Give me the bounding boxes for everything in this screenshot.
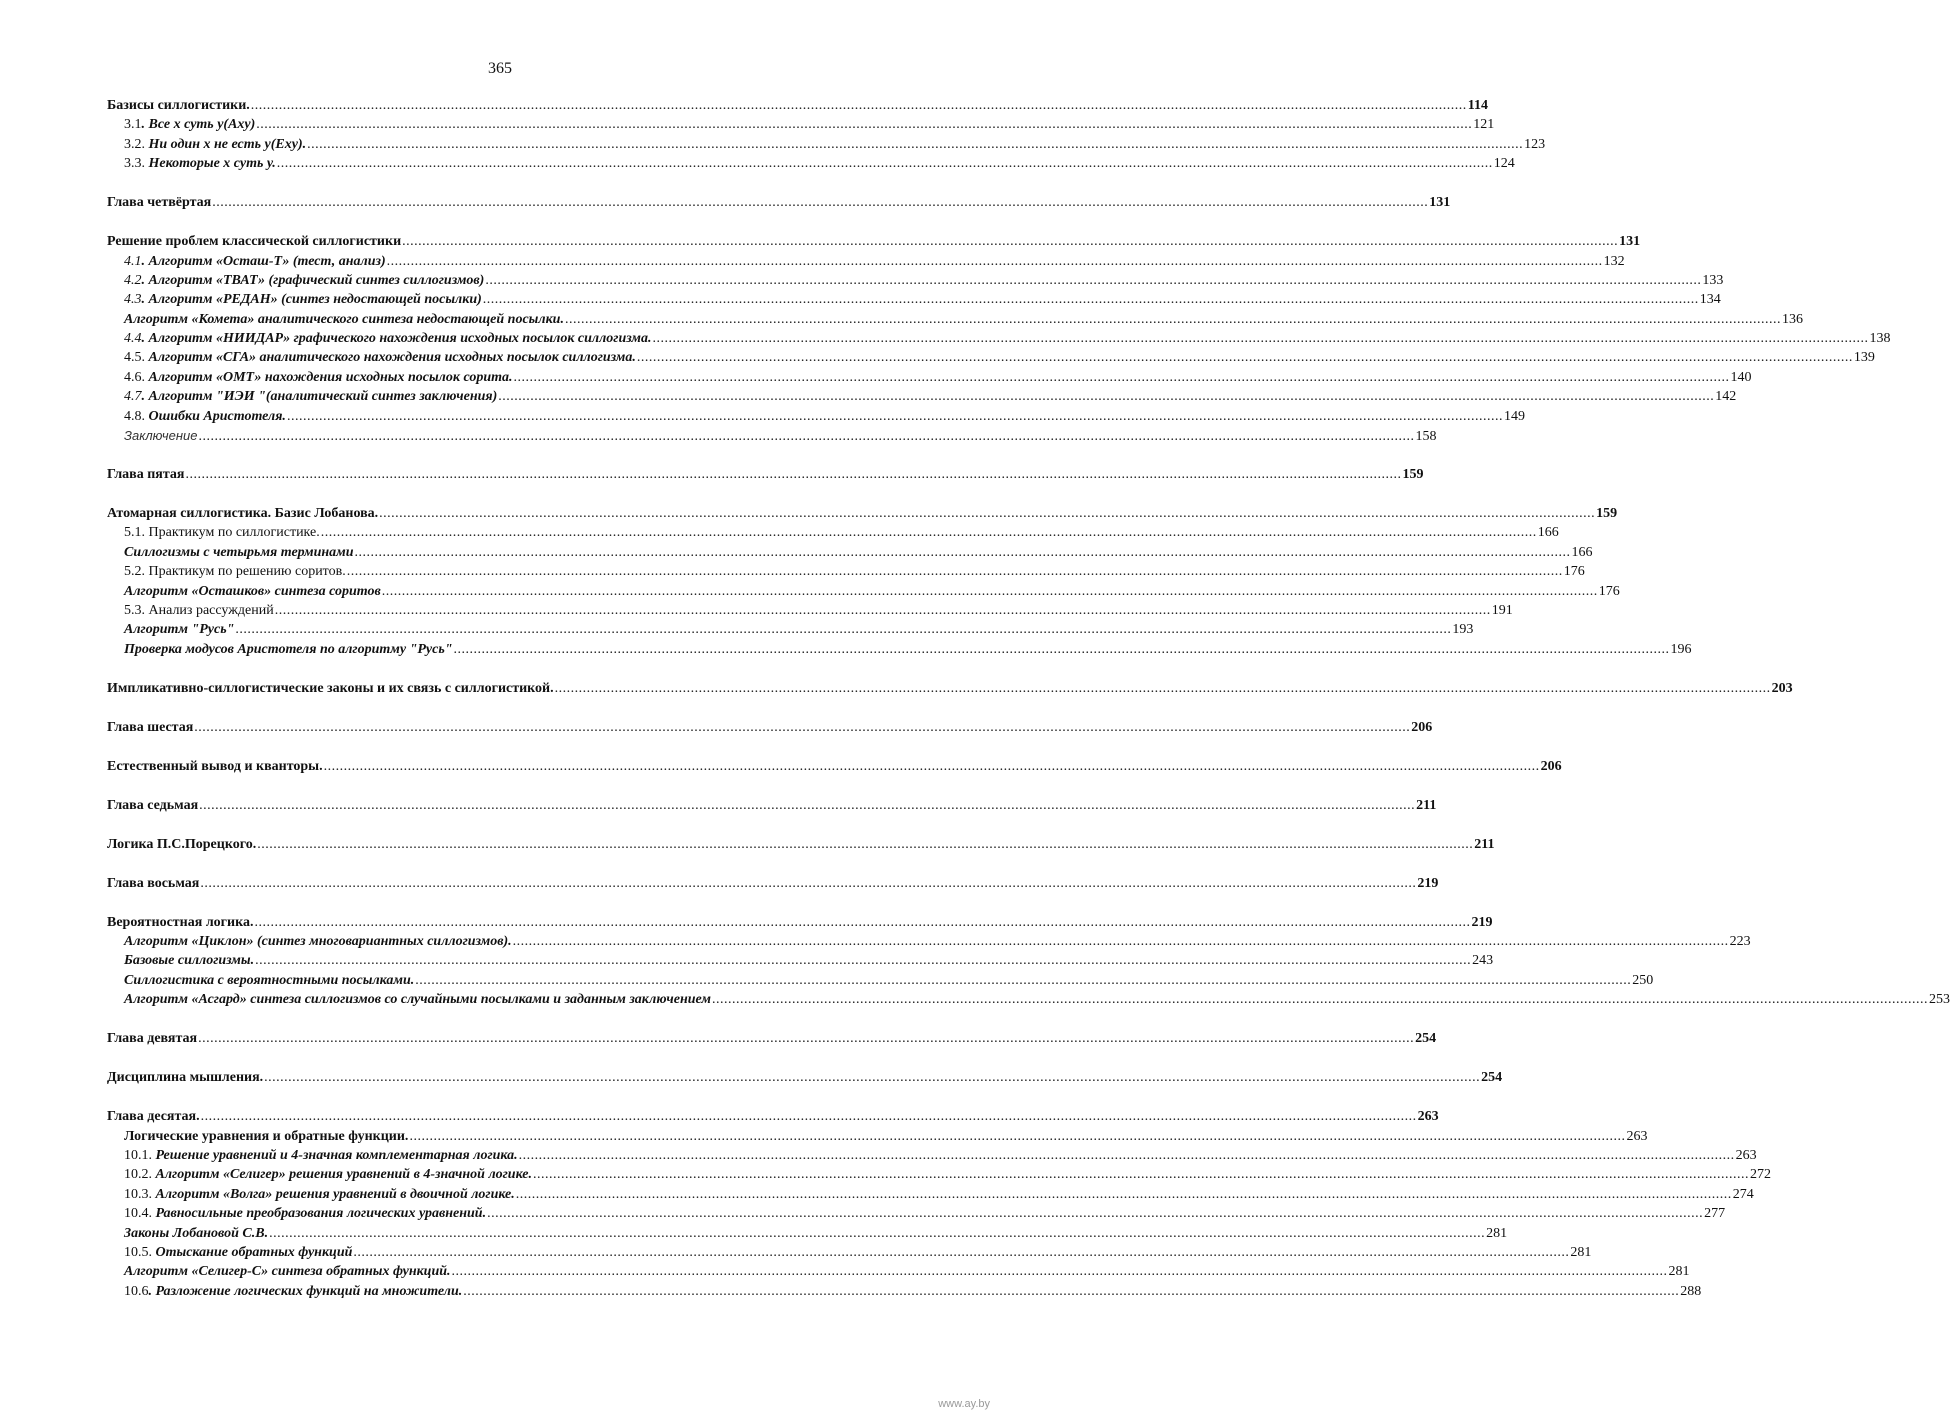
toc-entry-text: Ни один х не есть у(Еху).: [148, 136, 307, 152]
toc-entry-text: Алгоритм «Комета» аналитического синтеза недостающей посылки.: [124, 311, 564, 327]
toc-page-number: 176: [1598, 583, 1620, 599]
toc-entry[interactable]: [107, 932, 1751, 951]
toc-page-number: 191: [1491, 602, 1513, 618]
toc-entry[interactable]: [107, 1243, 1592, 1262]
toc-entry-text: Алгоритм «Селигер-С» синтеза обратных функций.: [124, 1264, 451, 1280]
dot-leader: [485, 271, 1701, 290]
toc-entry-number: 10.6: [124, 1283, 149, 1299]
toc-spacer: [107, 815, 890, 835]
toc-entry-title: [124, 1224, 268, 1243]
dot-leader: [235, 620, 1451, 639]
dot-leader: [201, 1107, 1417, 1126]
toc-entry[interactable]: [107, 1185, 1754, 1204]
toc-entry-text: Силлогистика с вероятностными посылками.: [124, 972, 415, 988]
toc-page-number: 166: [1537, 525, 1559, 541]
toc-spacer: [107, 1049, 890, 1069]
toc-entry[interactable]: [107, 1165, 1771, 1184]
toc-page-number: 131: [1429, 195, 1451, 211]
toc-entry-title: [124, 387, 497, 406]
toc-entry-text: 5.1. Практикум по силлогистике.: [124, 525, 320, 541]
toc-heading-entry[interactable]: [107, 679, 1793, 698]
page-number: 365: [488, 60, 512, 77]
dot-leader: [513, 932, 1729, 951]
toc-entry-text: . Алгоритм «ТВАТ» (графический синтез силлогизмов): [141, 272, 485, 288]
toc-entry-title: [124, 368, 513, 387]
toc-entry-title: [124, 115, 255, 134]
toc-page-number: 134: [1699, 292, 1721, 308]
toc-page-number: 281: [1570, 1244, 1592, 1260]
toc-entry-title: [124, 426, 197, 445]
toc-page-number: 149: [1503, 408, 1525, 424]
toc-page-number: 166: [1571, 544, 1593, 560]
dot-leader: [516, 1185, 1732, 1204]
toc-entry-text: . Все х суть у(Аху): [141, 117, 256, 133]
toc-entry-title: [107, 1029, 197, 1048]
dot-leader: [483, 290, 1699, 309]
toc-heading-entry[interactable]: [107, 1107, 1439, 1126]
toc-spacer: [107, 893, 890, 913]
toc-entry-text: Алгоритм "Русь": [124, 622, 235, 638]
toc-spacer: [107, 737, 890, 757]
toc-entry-text: Алгоритм «Осташков» синтеза соритов: [124, 583, 381, 599]
dot-leader: [257, 835, 1473, 854]
toc-entry-text: Дисциплина мышления.: [107, 1070, 264, 1086]
dot-leader: [565, 310, 1781, 329]
dot-leader: [555, 679, 1771, 698]
toc-entry-text: Глава шестая: [107, 719, 194, 735]
toc-entry-number: 3.1: [124, 117, 142, 133]
toc-entry-text: . Алгоритм "ИЭИ "(аналитический синтез заключения): [141, 389, 498, 405]
dot-leader: [454, 640, 1670, 659]
toc-page-number: 139: [1853, 350, 1875, 366]
toc-entry-text: Глава восьмая: [107, 875, 200, 891]
toc-entry-title: [107, 757, 323, 776]
toc-page-number: 219: [1417, 875, 1439, 891]
toc-entry-text: . Алгоритм «НИИДАР» графического нахождения исходных посылок силлогизма.: [141, 331, 652, 347]
toc-entry-title: [124, 1262, 451, 1281]
toc-entry-title: [124, 252, 386, 271]
toc-entry-title: [124, 154, 276, 173]
toc-entry-number: 10.4.: [124, 1206, 156, 1222]
toc-entry[interactable]: [107, 1204, 1726, 1223]
toc-entry-text: Естественный вывод и кванторы.: [107, 758, 323, 774]
dot-leader: [712, 990, 1928, 1009]
toc-entry-text: Глава четвёртая: [107, 195, 212, 211]
toc-page-number: 114: [1467, 98, 1489, 113]
toc-entry[interactable]: [107, 135, 1546, 154]
toc-entry-text: Логические уравнения и обратные функции.: [124, 1128, 409, 1144]
toc-entry-number: 10.2.: [124, 1167, 156, 1183]
toc-entry-text: Ошибки Аристотеля.: [148, 408, 286, 424]
toc-entry-text: Решение проблем классической силлогистики: [107, 234, 402, 250]
toc-heading-entry[interactable]: [107, 465, 1424, 484]
toc-entry[interactable]: [107, 601, 1513, 620]
toc-entry[interactable]: [107, 1224, 1508, 1243]
toc-page-number: 223: [1729, 934, 1751, 950]
toc-entry-text: Глава пятая: [107, 467, 185, 483]
toc-entry-title: [124, 1185, 515, 1204]
toc-entry[interactable]: [107, 1262, 1690, 1281]
toc-entry-title: [107, 913, 253, 932]
toc-entry-text: Импликативно-силлогистические законы и их связь с силлогистикой.: [107, 680, 554, 696]
dot-leader: [514, 368, 1730, 387]
dot-leader: [321, 523, 1537, 542]
toc-entry-title: [124, 543, 354, 562]
toc-entry-text: Алгоритм «Волга» решения уравнений в двоичной логике.: [155, 1186, 515, 1202]
toc-entry-text: . Алгоритм «Осташ-Т» (тест, анализ): [141, 253, 386, 269]
dot-leader: [254, 913, 1470, 932]
toc-page-number: 281: [1668, 1264, 1690, 1280]
toc-entry-title: [124, 1282, 462, 1301]
toc-page-number: 136: [1781, 311, 1803, 327]
toc-page-number: 211: [1416, 797, 1437, 813]
dot-leader: [347, 562, 1563, 581]
dot-leader: [355, 543, 1571, 562]
dot-leader: [287, 407, 1503, 426]
toc-page-number: 274: [1732, 1186, 1754, 1202]
dot-leader: [382, 582, 1598, 601]
toc-heading-entry[interactable]: [107, 504, 1618, 523]
toc-page-number: 254: [1481, 1070, 1503, 1086]
toc-entry-number: 4.7: [124, 389, 142, 405]
toc-page-number: 132: [1603, 253, 1625, 269]
toc-entry-text: Решение уравнений и 4-значная комплементарная логика.: [155, 1147, 518, 1163]
toc-entry[interactable]: [107, 154, 1515, 173]
toc-entry-number: 10.3.: [124, 1186, 156, 1202]
toc-entry-number: 4.8.: [124, 408, 149, 424]
toc-entry-title: [124, 290, 482, 309]
dot-leader: [269, 1224, 1485, 1243]
toc-spacer: [107, 484, 890, 504]
toc-entry[interactable]: [107, 252, 1625, 271]
toc-entry[interactable]: [107, 329, 1891, 348]
toc-entry[interactable]: [107, 310, 1803, 329]
dot-leader: [275, 601, 1491, 620]
toc-heading-entry[interactable]: [107, 874, 1439, 893]
dot-leader: [652, 329, 1868, 348]
toc-entry-title: [124, 1165, 532, 1184]
toc-entry-number: 4.1: [124, 253, 142, 269]
toc-spacer: [107, 1088, 890, 1108]
toc-page-number: 131: [1619, 234, 1641, 250]
toc-entry-title: [124, 523, 320, 542]
toc-entry-title: [124, 310, 564, 329]
toc-page-number: 138: [1869, 331, 1891, 347]
toc-entry-text: Алгоритм «ОМТ» нахождения исходных посылок сорита.: [148, 369, 513, 385]
toc-spacer: [107, 213, 890, 233]
watermark: www.ay.by: [938, 1398, 990, 1410]
toc-entry-title: [124, 1243, 352, 1262]
dot-leader: [324, 757, 1540, 776]
toc-page-number: 206: [1411, 719, 1433, 735]
dot-leader: [264, 1068, 1480, 1087]
toc-entry-number: 3.3.: [124, 156, 149, 172]
toc-entry[interactable]: [107, 271, 1724, 290]
toc-entry-title: [124, 951, 254, 970]
toc-page-number: 254: [1415, 1031, 1437, 1047]
toc-entry-text: Силлогизмы с четырьмя терминами: [124, 544, 354, 560]
toc-page-number: 272: [1750, 1167, 1771, 1183]
toc-heading-entry[interactable]: [107, 1029, 1437, 1048]
toc-entry[interactable]: [107, 1282, 1702, 1301]
toc-entry-title: [124, 932, 512, 951]
toc-heading-entry[interactable]: [107, 835, 1495, 854]
toc-entry-title: [124, 1146, 518, 1165]
toc-entry-text: Законы Лобановой С.В.: [124, 1225, 269, 1241]
toc-heading-entry[interactable]: [107, 718, 1433, 737]
toc-page-number: 243: [1472, 953, 1494, 969]
dot-leader: [463, 1282, 1679, 1301]
dot-leader: [186, 465, 1402, 484]
toc-entry-text: 5.2. Практикум по решению соритов.: [124, 564, 346, 580]
dot-leader: [199, 796, 1415, 815]
toc-entry-text: Базисы силлогистики.: [107, 98, 250, 113]
toc-entry-text: Отыскание обратных функций: [155, 1244, 353, 1260]
toc-entry[interactable]: [107, 387, 1737, 406]
toc-entry-title: [124, 640, 453, 659]
toc-entry[interactable]: [107, 582, 1620, 601]
dot-leader: [387, 252, 1603, 271]
dot-leader: [498, 387, 1714, 406]
toc-entry[interactable]: [107, 990, 1950, 1009]
toc-entry[interactable]: [107, 620, 1474, 639]
dot-leader: [533, 1165, 1749, 1184]
toc-entry[interactable]: [107, 348, 1875, 367]
toc-page-number: 176: [1563, 564, 1585, 580]
dot-leader: [415, 971, 1631, 990]
toc-page-number: 196: [1670, 641, 1692, 657]
toc-page-number: 288: [1680, 1283, 1702, 1299]
toc-page-number: 211: [1474, 836, 1495, 852]
toc-entry-text: Заключение: [124, 428, 198, 444]
toc-page-number: 281: [1486, 1225, 1508, 1241]
dot-leader: [212, 193, 1428, 212]
toc-page-number: 140: [1730, 369, 1752, 385]
toc-entry-text: Равносильные преобразования логических уравнений.: [155, 1206, 487, 1222]
toc-page-number: 158: [1415, 429, 1437, 445]
toc-entry-number: 4.2: [124, 272, 142, 288]
toc-entry-text: Алгоритм «Селигер» решения уравнений в 4-значной логике.: [155, 1167, 532, 1183]
dot-leader: [277, 154, 1493, 173]
toc-page-number: 250: [1632, 972, 1654, 988]
toc-entry-title: [107, 679, 554, 698]
dot-leader: [637, 348, 1853, 367]
toc-entry-number: 4.5.: [124, 350, 149, 366]
toc-spacer: [107, 445, 890, 465]
toc-page-number: 263: [1626, 1128, 1648, 1144]
toc-entry-title: [124, 971, 414, 990]
dot-leader: [198, 1029, 1414, 1048]
dot-leader: [256, 115, 1472, 134]
dot-leader: [307, 135, 1523, 154]
toc-entry-title: [107, 874, 199, 893]
toc-page-number: 159: [1596, 506, 1618, 522]
toc-heading-entry[interactable]: [107, 1068, 1503, 1087]
toc-entry[interactable]: [107, 971, 1654, 990]
dot-leader: [194, 718, 1410, 737]
toc-entry-text: Проверка модусов Аристотеля по алгоритму "Русь": [124, 641, 453, 657]
toc-entry-title: [124, 601, 274, 620]
toc-entry-title: [124, 562, 346, 581]
toc-entry[interactable]: [107, 407, 1525, 426]
toc-entry[interactable]: [107, 1127, 1648, 1146]
toc-entry[interactable]: [107, 115, 1495, 134]
toc-entry-text: Глава десятая.: [107, 1109, 200, 1125]
toc-heading-entry[interactable]: [107, 193, 1451, 212]
toc-entry-title: [124, 348, 636, 367]
toc-page-number: 142: [1715, 389, 1737, 405]
toc-entry-title: [124, 582, 381, 601]
toc-entry-title: [124, 271, 484, 290]
toc-entry-title: [107, 96, 250, 115]
toc-entry-number: 4.4: [124, 331, 142, 347]
toc-page-number: 121: [1473, 117, 1495, 133]
dot-leader: [251, 96, 1467, 115]
toc-heading-entry[interactable]: [107, 757, 1562, 776]
toc-entry-text: Алгоритм «Асгард» синтеза силлогизмов со случайными посылками и заданным заключением: [124, 992, 711, 1008]
toc-entry-text: Вероятностная логика.: [107, 914, 254, 930]
dot-leader: [255, 951, 1471, 970]
toc-page-number: 219: [1471, 914, 1493, 930]
toc-entry-text: Базовые силлогизмы.: [124, 953, 255, 969]
dot-leader: [402, 232, 1618, 251]
toc-entry-title: [107, 1107, 200, 1126]
toc-entry-title: [124, 620, 234, 639]
toc-entry-text: Глава девятая: [107, 1031, 198, 1047]
dot-leader: [379, 504, 1595, 523]
toc-entry-title: [124, 990, 711, 1009]
toc-entry-text: Логика П.С.Порецкого.: [107, 836, 257, 852]
toc-spacer: [107, 776, 890, 796]
toc-page-number: 253: [1928, 992, 1950, 1008]
toc-entry-title: [107, 718, 193, 737]
toc-entry-title: [107, 193, 211, 212]
toc-entry[interactable]: [107, 1146, 1757, 1165]
toc-entry-number: 4.6.: [124, 369, 149, 385]
toc-entry-title: [124, 135, 306, 154]
toc-page-number: 193: [1452, 622, 1474, 638]
toc-entry-number: 3.2.: [124, 136, 149, 152]
toc-entry-text: Атомарная силлогистика. Базис Лобанова.: [107, 506, 379, 522]
toc-entry[interactable]: [107, 951, 1494, 970]
toc-heading-entry[interactable]: [107, 796, 1437, 815]
toc-entry-title: [107, 232, 401, 251]
toc-entry[interactable]: [107, 290, 1721, 309]
toc-entry-text: Некоторые х суть у.: [148, 156, 276, 172]
dot-leader: [353, 1243, 1569, 1262]
toc-page-number: 159: [1402, 467, 1424, 483]
toc-spacer: [107, 854, 890, 874]
toc-heading-entry[interactable]: [107, 913, 1493, 932]
toc-entry-text: . Разложение логических функций на множители.: [148, 1283, 463, 1299]
toc-spacer: [107, 698, 890, 718]
toc-page-number: 123: [1524, 136, 1546, 152]
toc-spacer: [107, 1010, 890, 1030]
table-of-contents: [107, 96, 1950, 1301]
toc-entry[interactable]: [107, 640, 1692, 659]
toc-page-number: 203: [1771, 680, 1793, 696]
toc-entry-number: 4.3: [124, 292, 142, 308]
toc-entry-title: [124, 1127, 408, 1146]
toc-entry-text: Глава седьмая: [107, 797, 199, 813]
dot-leader: [519, 1146, 1735, 1165]
toc-page-number: 263: [1735, 1147, 1757, 1163]
toc-entry[interactable]: [107, 368, 1752, 387]
toc-page-number: 133: [1702, 272, 1724, 288]
toc-entry-title: [107, 835, 256, 854]
dot-leader: [487, 1204, 1703, 1223]
dot-leader: [200, 874, 1416, 893]
toc-entry-text: 5.3. Анализ рассуждений: [124, 602, 274, 618]
toc-entry-title: [107, 1068, 263, 1087]
toc-page-number: 124: [1493, 156, 1515, 172]
toc-entry[interactable]: [107, 426, 1437, 445]
toc-entry-text: Алгоритм «Циклон» (синтез многовариантных силлогизмов).: [124, 934, 512, 950]
toc-entry[interactable]: [107, 562, 1585, 581]
toc-page-number: 263: [1417, 1109, 1439, 1125]
toc-entry-number: 10.5.: [124, 1244, 156, 1260]
toc-spacer: [107, 659, 890, 679]
toc-page-number: 277: [1704, 1206, 1726, 1222]
toc-entry-title: [107, 796, 198, 815]
toc-entry-text: Алгоритм «СГА» аналитического нахождения исходных посылок силлогизма.: [148, 350, 636, 366]
toc-heading-entry[interactable]: [107, 96, 1489, 115]
dot-leader: [409, 1127, 1625, 1146]
toc-entry-title: [107, 504, 378, 523]
toc-entry-text: . Алгоритм «РЕДАН» (синтез недостающей посылки): [141, 292, 482, 308]
toc-entry-title: [107, 465, 185, 484]
toc-entry-title: [124, 407, 286, 426]
toc-heading-entry[interactable]: [107, 232, 1641, 251]
dot-leader: [198, 427, 1414, 446]
toc-entry-number: 10.1.: [124, 1147, 156, 1163]
dot-leader: [452, 1262, 1668, 1281]
toc-entry[interactable]: [107, 523, 1559, 542]
toc-entry-title: [124, 1204, 486, 1223]
toc-page-number: 206: [1540, 758, 1562, 774]
toc-spacer: [107, 174, 890, 194]
toc-entry[interactable]: [107, 543, 1593, 562]
toc-entry-title: [124, 329, 651, 348]
